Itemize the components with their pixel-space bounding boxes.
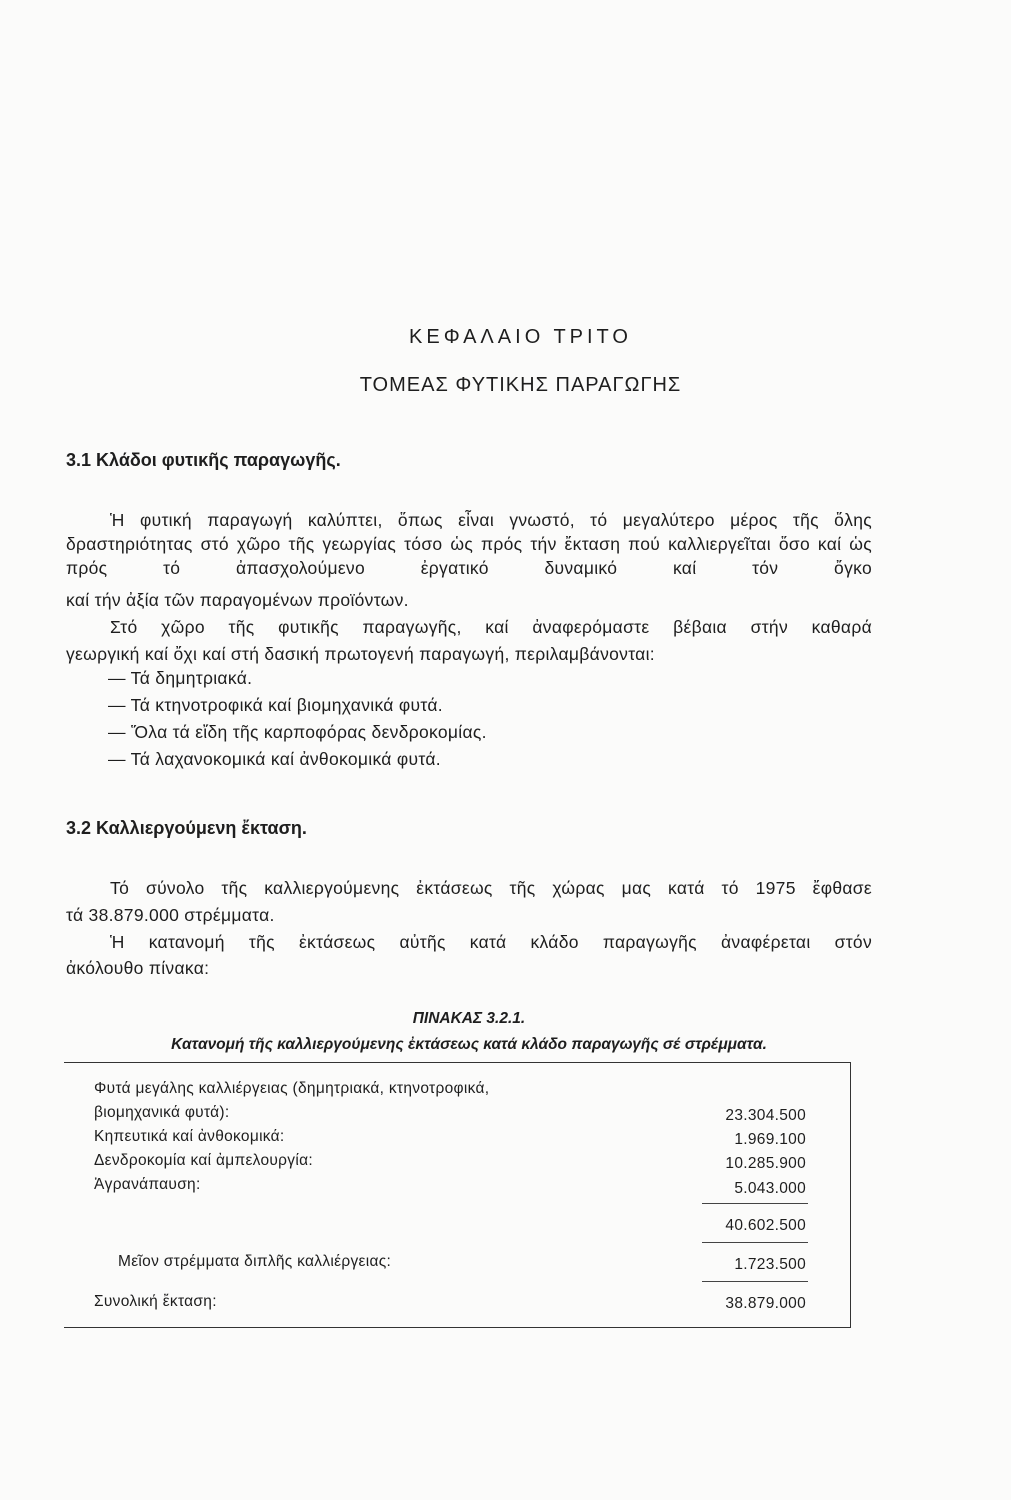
- table-row-label: Ἀγρανάπαυση:: [94, 1176, 201, 1193]
- section-3-1-paragraph-1-end: καί τήν ἀξία τῶν παραγομένων προϊόντων.: [66, 590, 409, 610]
- table-deduction-value: 1.723.500: [734, 1256, 806, 1273]
- section-3-2-paragraph-2-end: ἀκόλουθο πίνακα:: [66, 958, 210, 978]
- table-total-label: Συνολική ἔκταση:: [94, 1293, 217, 1310]
- list-item: — Ὅλα τά εἴδη τῆς καρποφόρας δενδροκομίας.: [108, 722, 487, 742]
- sum-rule: [702, 1203, 808, 1204]
- subtotal-rule: [702, 1242, 808, 1243]
- deduction-rule: [702, 1281, 808, 1282]
- table-row-value: 1.969.100: [734, 1131, 806, 1148]
- chapter-title: ΚΕΦΑΛΑΙΟ ΤΡΙΤΟ: [409, 326, 632, 348]
- table-row-label: βιομηχανικά φυτά):: [94, 1104, 230, 1121]
- list-item: — Τά κτηνοτροφικά καί βιομηχανικά φυτά.: [108, 695, 443, 715]
- section-3-1-heading: 3.1 Κλάδοι φυτικῆς παραγωγῆς.: [66, 450, 341, 470]
- table-row-label: Φυτά μεγάλης καλλιέργειας (δημητριακά, κτηνοτροφικά,: [94, 1080, 490, 1097]
- table-frame: [64, 1062, 851, 1328]
- table-deduction-label: Μεῖον στρέμματα διπλῆς καλλιέργειας:: [118, 1253, 392, 1270]
- table-row-value: 23.304.500: [725, 1107, 806, 1124]
- table-subtotal-value: 40.602.500: [725, 1217, 806, 1234]
- table-total-value: 38.879.000: [725, 1295, 806, 1312]
- table-caption: Κατανομή τῆς καλλιεργούμενης ἐκτάσεως κατά κλάδο παραγωγῆς σέ στρέμματα.: [171, 1036, 767, 1053]
- table-row-value: 5.043.000: [734, 1180, 806, 1197]
- section-3-2-heading: 3.2 Καλλιεργούμενη ἔκταση.: [66, 818, 307, 838]
- section-3-2-paragraph-2: Ἡ κατανομή τῆς ἐκτάσεως αὐτῆς κατά κλάδο παραγωγῆς ἀναφέρεται στόν: [110, 932, 872, 952]
- section-3-1-paragraph-2-end: γεωργική καί ὄχι καί στή δασική πρωτογενή παραγωγή, περιλαμβάνονται:: [66, 644, 655, 664]
- table-title: ΠΙΝΑΚΑΣ 3.2.1.: [412, 1010, 526, 1027]
- table-row-label: Δενδροκομία καί ἀμπελουργία:: [94, 1152, 313, 1169]
- section-3-1-paragraph-2: Στό χῶρο τῆς φυτικῆς παραγωγῆς, καί ἀναφερόμαστε βέβαια στήν καθαρά: [110, 617, 872, 637]
- section-3-2-paragraph-1: Τό σύνολο τῆς καλλιεργούμενης ἐκτάσεως τῆς χώρας μας κατά τό 1975 ἔφθασε: [110, 878, 872, 898]
- table-row-value: 10.285.900: [725, 1155, 806, 1172]
- sector-title: ΤΟΜΕΑΣ ΦΥΤΙΚΗΣ ΠΑΡΑΓΩΓΗΣ: [359, 374, 682, 396]
- section-3-1-paragraph-1: Ἡ φυτική παραγωγή καλύπτει, ὅπως εἶναι γνωστό, τό μεγαλύτερο μέρος τῆς ὅλης δραστηριότητας στό χῶρο τῆς γεωργίας τόσο ὡς πρός τήν ἔκταση πού καλλιεργεῖται ὅσο καί ὡς πρός τό ἀπασχολούμενο ἐργατικό δυναμικό καί τόν ὄγκο: [66, 510, 872, 578]
- section-3-2-paragraph-1-end: τά 38.879.000 στρέμματα.: [66, 905, 275, 925]
- list-item: — Τά δημητριακά.: [108, 668, 253, 688]
- list-item: — Τά λαχανοκομικά καί ἀνθοκομικά φυτά.: [108, 749, 441, 769]
- table-row-label: Κηπευτικά καί ἀνθοκομικά:: [94, 1128, 285, 1145]
